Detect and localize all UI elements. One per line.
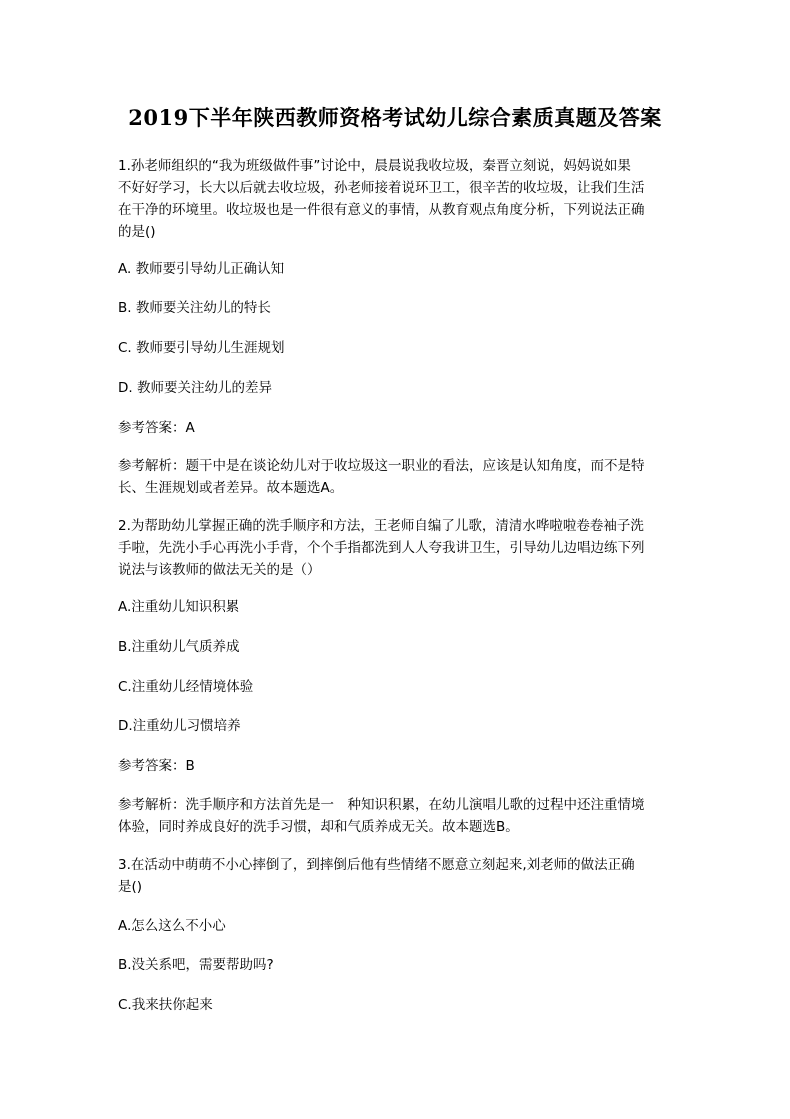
question-1-stem-line: 1.孙老师组织的“我为班级做件事”讨论中，晨晨说我收垃圾，秦晋立刻说，妈妈说如果 [118,158,631,174]
question-1-analysis-line: 长、生涯规划或者差异。故本题选A。 [118,480,344,496]
question-2-option-d: D.注重幼儿习惯培养 [118,718,241,734]
question-2-stem-line: 手啦，先洗小手心再洗小手背，个个手指都洗到人人夸我讲卫生，引导幼儿边唱边练下列 [118,540,645,556]
question-1-analysis-line: 参考解析：题干中是在谈论幼儿对于收垃圾这一职业的看法，应该是认知角度，而不是特 [118,458,645,474]
question-1-stem [118,155,676,243]
question-3-option-b: B.没关系吧，需要帮助吗? [118,957,274,973]
question-3-stem-line: 3.在活动中萌萌不小心摔倒了，到摔倒后他有些情绪不愿意立刻起来,刘老师的做法正确 [118,857,635,873]
question-1-option-b: B. 教师要关注幼儿的特长 [118,300,271,316]
question-3-stem-line: 是() [118,879,143,895]
page-title: 2019下半年陕西教师资格考试幼儿综合素质真题及答案 [128,105,662,130]
question-1-stem-line: 不好好学习，长大以后就去收垃圾，孙老师接着说环卫工，很辛苦的收垃圾，让我们生活 [118,180,645,196]
question-1-stem-line: 在干净的环境里。收垃圾也是一件很有意义的事情，从教育观点角度分析，下列说法正确 [118,202,645,218]
question-3-option-a: A.怎么这么不小心 [118,918,226,934]
question-1-option-c: C. 教师要引导幼儿生涯规划 [118,340,285,356]
question-2-stem-line: 2.为帮助幼儿掌握正确的洗手顺序和方法，王老师自编了儿歌，清清水哗啦啦卷卷袖子洗 [118,518,644,534]
question-3-stem [118,854,676,898]
question-1-stem-line: 的是() [118,224,156,240]
question-1-analysis [118,455,676,499]
question-2-analysis [118,794,676,838]
question-2-option-a: A.注重幼儿知识积累 [118,599,240,615]
question-2-option-c: C.注重幼儿经情境体验 [118,679,254,695]
question-2-analysis-line: 参考解析：洗手顺序和方法首先是一 种知识积累，在幼儿演唱儿歌的过程中还注重情境 [118,797,645,813]
question-2-stem-line: 说法与该教师的做法无关的是（） [118,562,321,578]
question-1-option-a: A. 教师要引导幼儿正确认知 [118,261,285,277]
question-2-option-b: B.注重幼儿气质养成 [118,639,240,655]
question-2-answer: 参考答案：B [118,758,195,774]
question-2-analysis-line: 体验，同时养成良好的洗手习惯，却和气质养成无关。故本题选B。 [118,819,519,835]
question-3-option-c: C.我来扶你起来 [118,997,213,1013]
question-1-option-d: D. 教师要关注幼儿的差异 [118,380,272,396]
question-2-stem [118,515,676,581]
question-1-answer: 参考答案：A [118,420,195,436]
